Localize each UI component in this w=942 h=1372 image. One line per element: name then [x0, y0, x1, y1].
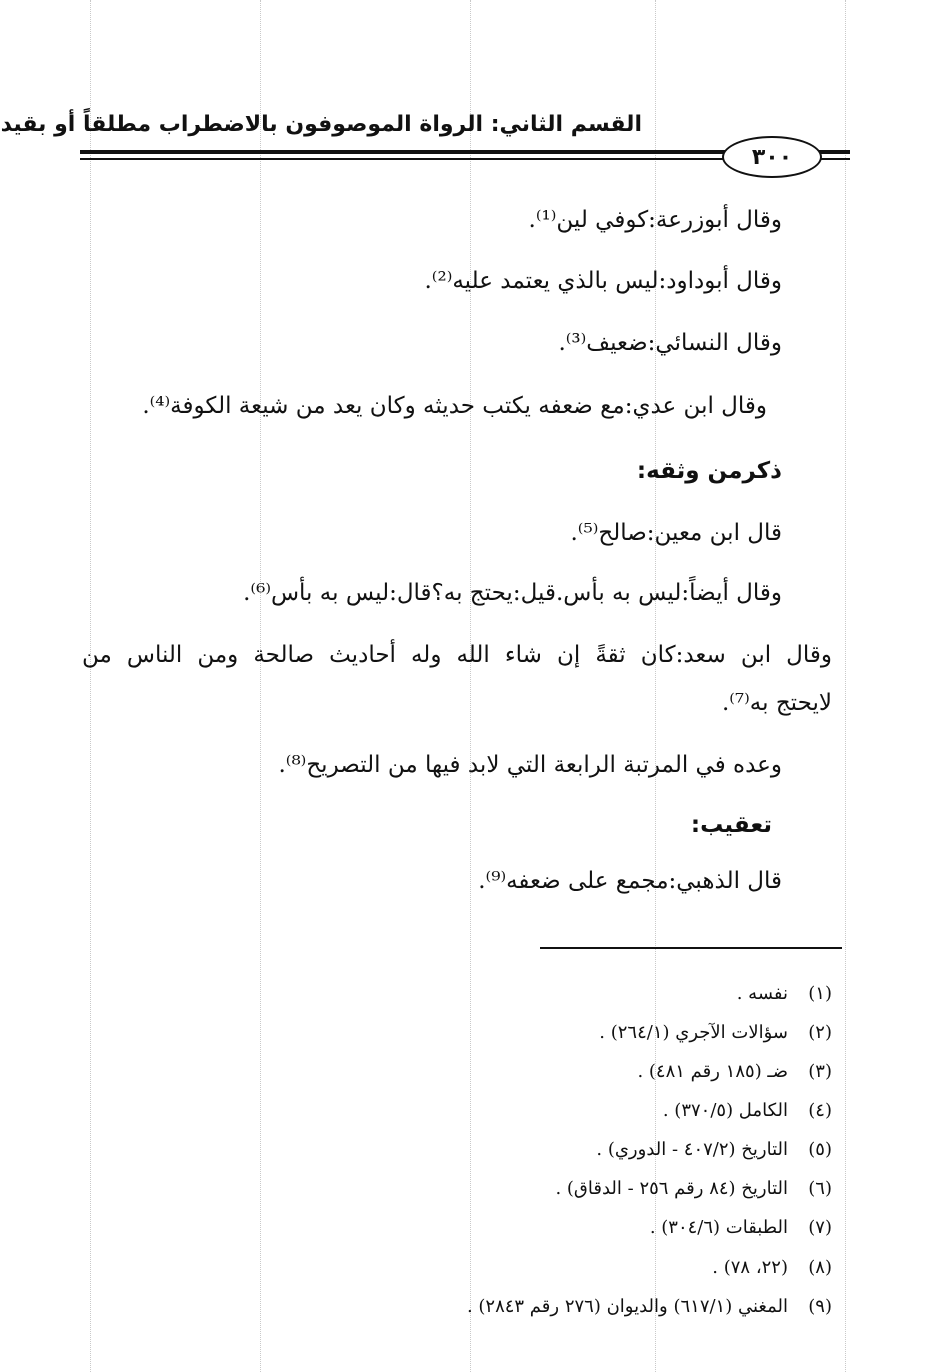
footnote — [637, 1061, 832, 1082]
body-line: وقال أبوداود:ليس بالذي يعتمد عليه⁽²⁾. — [424, 268, 782, 294]
section-heading-comment: تعقيب: — [690, 812, 772, 838]
footnote-number: (١) — [808, 983, 832, 1004]
footnote-number: (٩) — [808, 1296, 832, 1317]
footnote-text: سؤالات الآجري (٢٦٤/١) . — [599, 1022, 788, 1043]
body-line: قال الذهبي:مجمع على ضعفه⁽⁹⁾. — [478, 868, 782, 894]
footnote-number: (٤) — [808, 1100, 832, 1121]
footnote-number: (٦) — [808, 1178, 832, 1199]
footnote-text: التاريخ (٨٤ رقم ٢٥٦ - الدقاق) . — [555, 1178, 788, 1199]
footnote-number: (٣) — [808, 1061, 832, 1082]
footnote-text: نفسه . — [736, 983, 788, 1004]
body-line: وقال أبوزرعة:كوفي لين⁽¹⁾. — [528, 207, 782, 233]
body-line: وقال ابن سعد:كان ثقةً إن شاء الله وله أحاديث صالحة ومن الناس من — [82, 642, 832, 668]
footnote — [737, 983, 832, 1004]
footnote-text: الكامل (٣٧٠/٥) . — [662, 1100, 788, 1121]
footnote-text: التاريخ (٤٠٧/٢ - الدوري) . — [596, 1139, 788, 1160]
scan-guide — [845, 0, 846, 1372]
body-line: وقال ابن عدي:مع ضعفه يكتب حديثه وكان يعد من شيعة الكوفة⁽⁴⁾. — [142, 393, 767, 419]
footnote-separator — [540, 947, 842, 949]
footnote-text: المغني (٦١٧/١) والديوان (٢٧٦ رقم ٢٨٤٣) . — [466, 1296, 788, 1317]
body-line: وقال النسائي:ضعيف⁽³⁾. — [558, 330, 782, 356]
footnote-number: (٥) — [808, 1139, 832, 1160]
page-number: ٣٠٠ — [722, 136, 822, 178]
footnote — [467, 1296, 832, 1317]
footnote — [599, 1022, 832, 1043]
header-rule-thin — [80, 158, 730, 160]
footnote — [712, 1257, 832, 1278]
footnote-number: (٢) — [808, 1022, 832, 1043]
footnote — [663, 1100, 832, 1121]
header-rule — [80, 150, 730, 154]
footnote-text: ضـ (١٨٥ رقم ٤٨١) . — [637, 1061, 788, 1082]
scan-guide — [260, 0, 261, 1372]
body-line: قال ابن معين:صالح⁽⁵⁾. — [570, 520, 782, 546]
running-header-title: القسم الثاني: الرواة الموصوفون بالاضطراب مطلقاً أو بقيد — [0, 112, 642, 137]
footnote-text: الطبقات (٣٠٤/٦) . — [649, 1217, 788, 1238]
body-line: وقال أيضاً:ليس به بأس.قيل:يحتج به؟قال:ليس به بأس⁽⁶⁾. — [243, 580, 782, 606]
body-line: لايحتج به⁽⁷⁾. — [721, 690, 832, 716]
footnote — [596, 1139, 832, 1160]
footnote-text: (٢٢، ٧٨) . — [712, 1257, 788, 1278]
scan-guide — [470, 0, 471, 1372]
body-line: وعده في المرتبة الرابعة التي لابد فيها من التصريح⁽⁸⁾. — [278, 752, 782, 778]
footnote — [555, 1178, 832, 1199]
footnote-number: (٨) — [808, 1257, 832, 1278]
footnote-number: (٧) — [808, 1217, 832, 1238]
scan-guide — [655, 0, 656, 1372]
scan-guide — [90, 0, 91, 1372]
footnote — [650, 1217, 832, 1238]
section-heading-trust: ذكرمن وثقه: — [636, 458, 782, 484]
